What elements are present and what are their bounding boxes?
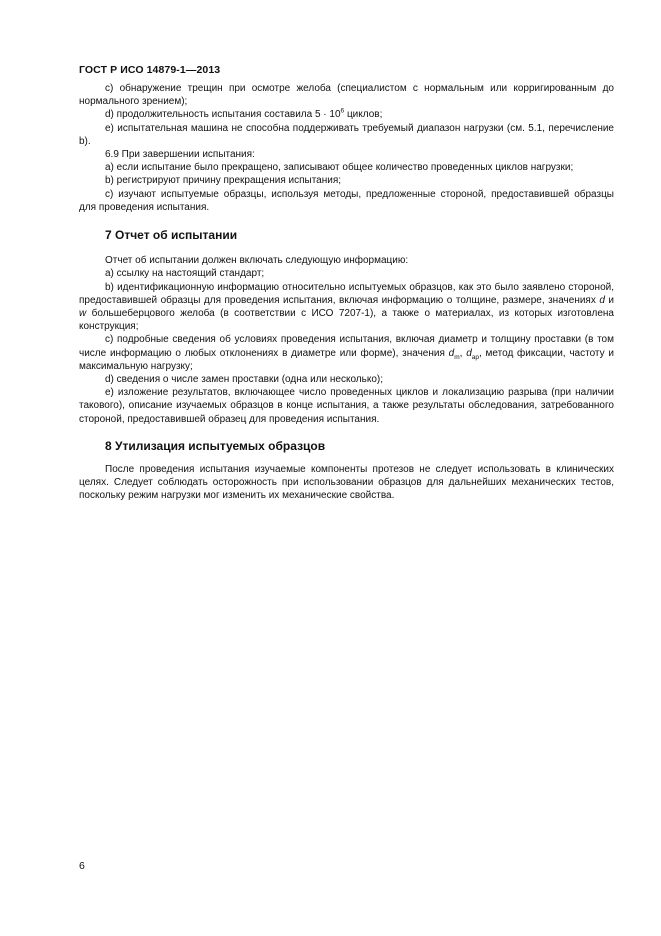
section-8-heading: 8 Утилизация испытуемых образцов [105,438,326,453]
page-number: 6 [79,860,85,872]
section-8-text: После проведения испытания изучаемые компоненты протезов не следует использовать в клинических целях. Следует соблюдать осторожность при использовании образцов для дальнейших механических тестов, поскольку режим нагрузки мог изменить их механические свойства. [79,464,614,502]
section-7-item-a: a) ссылку на настоящий стандарт; [105,268,265,280]
clause-6-9-c: c) изучают испытуемые образцы, используя методы, предложенные стороной, предоставившей образцы для проведения испытания. [79,188,614,213]
subscript-ap: ap [471,353,479,361]
subscript-m: m [454,353,460,361]
item-d-suffix: циклов; [344,109,383,121]
separator: , [459,347,467,359]
symbol-dap: d [466,347,472,359]
section-7-item-c-text: c) подробные сведения об условиях проведения испытания, включая диаметр и толщину проставки (в том числе информацию о любых отклонениях в диаметре или форме), значения [79,334,614,359]
section-7-heading: 7 Отчет об испытании [105,228,238,243]
symbol-dm: d [448,347,455,359]
item-e-machine: e) испытательная машина не способна поддерживать требуемый диапазон нагрузки (см. 5.1, перечисление b). [79,122,614,147]
item-d-text: d) продолжительность испытания составила 5 · 10 [105,109,341,121]
conjunction: и [604,294,614,306]
item-d-duration [79,108,614,121]
section-7-item-c [79,333,614,373]
document-body [79,82,614,503]
symbol-w: w [79,308,87,320]
section-7-item-c-suffix: , метод фиксации, частоту и максимальную нагрузку; [79,347,614,372]
section-7-item-b-text: b) идентификационную информацию относительно испытуемых образцов, как это было заявлено стороной, предоставившей образцы для проведения испытания, включая информацию о толщине, размере, значениях [79,281,614,306]
clause-6-9-intro: 6.9 При завершении испытания: [105,149,255,161]
document-standard-header: ГОСТ Р ИСО 14879-1—2013 [79,64,221,76]
section-7-item-d: d) сведения о числе замен проставки (одна или несколько); [105,374,383,386]
section-7-item-e: e) изложение результатов, включающее число проведенных циклов и локализацию разрыва (при наличии такового), описание изучаемых образцов в конце испытания, а также результаты обследования, затребованного стороной, предоставившей образец для проведения испытания. [79,387,614,425]
item-d-exponent: 6 [340,108,345,116]
symbol-d: d [599,294,605,306]
clause-6-9-b: b) регистрируют причину прекращения испытания; [105,175,342,187]
item-c-crack-detection: c) обнаружение трещин при осмотре желоба (специалистом с нормальным или корригированным до нормального зрением); [79,83,614,108]
clause-6-9-a: a) если испытание было прекращено, записывают общее количество проведенных циклов нагрузки; [105,162,574,174]
section-7-item-b-suffix: большеберцового желоба (в соответствии с ИСО 7207-1), а также о материалах, из которых изготовлена конструкция; [79,308,614,333]
section-7-intro: Отчет об испытании должен включать следующую информацию: [105,255,409,267]
section-7-item-b [79,281,614,334]
